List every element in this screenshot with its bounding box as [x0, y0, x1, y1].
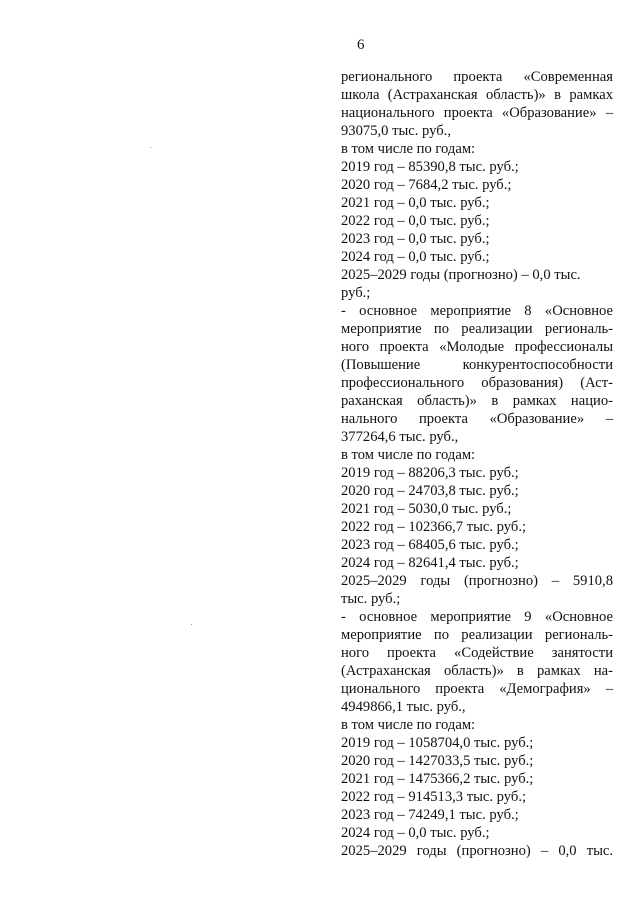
- text-line: 2022 год – 102366,7 тыс. руб.;: [341, 519, 527, 535]
- text-line: 2019 год – 88206,3 тыс. руб.;: [341, 465, 519, 481]
- text-line: 2021 год – 1475366,2 тыс. руб.;: [341, 771, 534, 787]
- text-line: 2025–2029 годы (прогнозно) – 0,0 тыс.: [341, 843, 613, 859]
- text-line: руб.;: [341, 285, 371, 301]
- text-line: 2023 год – 68405,6 тыс. руб.;: [341, 537, 519, 553]
- text-line: (Повышение конкурентоспособности: [341, 357, 613, 373]
- text-line: 93075,0 тыс. руб.,: [341, 123, 451, 139]
- text-line: ного проекта «Содействие занятости: [341, 645, 613, 661]
- text-line: 4949866,1 тыс. руб.,: [341, 699, 466, 715]
- text-line: нального проекта «Образование» –: [341, 411, 613, 427]
- text-line: 2024 год – 0,0 тыс. руб.;: [341, 249, 490, 265]
- text-line: 2025–2029 годы (прогнозно) – 5910,8: [341, 573, 613, 589]
- scan-mark-bottom: [191, 624, 192, 625]
- text-line: ного проекта «Молодые профессионалы: [341, 339, 613, 355]
- text-line: 2023 год – 0,0 тыс. руб.;: [341, 231, 490, 247]
- text-line: 2021 год – 0,0 тыс. руб.;: [341, 195, 490, 211]
- text-line: раханская область)» в рамках нацио-: [341, 393, 613, 409]
- text-line: школа (Астраханская область)» в рамках: [341, 87, 613, 103]
- text-line: 2020 год – 7684,2 тыс. руб.;: [341, 177, 512, 193]
- text-line: 2024 год – 82641,4 тыс. руб.;: [341, 555, 519, 571]
- text-line: 2024 год – 0,0 тыс. руб.;: [341, 825, 490, 841]
- text-line: национального проекта «Образование» –: [341, 105, 613, 121]
- text-line: в том числе по годам:: [341, 447, 476, 463]
- text-line: мероприятие по реализации региональ-: [341, 627, 613, 643]
- text-line: ционального проекта «Демография» –: [341, 681, 613, 697]
- scan-mark-top: [150, 147, 151, 148]
- text-line: регионального проекта «Современная: [341, 69, 613, 85]
- text-line: в том числе по годам:: [341, 717, 476, 733]
- page-number: 6: [357, 37, 365, 53]
- text-line: профессионального образования) (Аст-: [341, 375, 613, 391]
- text-line: в том числе по годам:: [341, 141, 476, 157]
- text-line: - основное мероприятие 8 «Основное: [341, 303, 613, 319]
- text-line: 2020 год – 24703,8 тыс. руб.;: [341, 483, 519, 499]
- text-line: 2019 год – 85390,8 тыс. руб.;: [341, 159, 519, 175]
- text-line: 2021 год – 5030,0 тыс. руб.;: [341, 501, 512, 517]
- text-line: 2020 год – 1427033,5 тыс. руб.;: [341, 753, 534, 769]
- text-line: мероприятие по реализации региональ-: [341, 321, 613, 337]
- text-line: - основное мероприятие 9 «Основное: [341, 609, 613, 625]
- text-line: 2023 год – 74249,1 тыс. руб.;: [341, 807, 519, 823]
- text-line: 2022 год – 914513,3 тыс. руб.;: [341, 789, 527, 805]
- text-line: тыс. руб.;: [341, 591, 401, 607]
- text-line: 2025–2029 годы (прогнозно) – 0,0 тыс.: [341, 267, 581, 283]
- text-line: 377264,6 тыс. руб.,: [341, 429, 459, 445]
- text-line: (Астраханская область)» в рамках на-: [341, 663, 613, 679]
- body-text-column: [341, 68, 613, 860]
- text-line: 2022 год – 0,0 тыс. руб.;: [341, 213, 490, 229]
- text-line: 2019 год – 1058704,0 тыс. руб.;: [341, 735, 534, 751]
